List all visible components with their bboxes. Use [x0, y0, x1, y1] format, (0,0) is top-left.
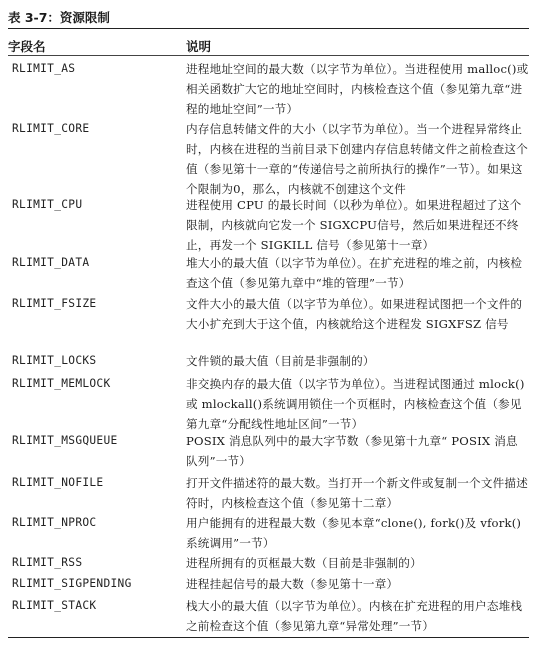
field-description: 文件锁的最大值（目前是非强制的） — [186, 354, 375, 368]
field-name: RLIMIT_NPROC — [12, 516, 97, 529]
field-name: RLIMIT_STACK — [12, 599, 97, 612]
field-description: 内存信息转储文件的大小（以字节为单位）。当一个进程异常终止时，内核在进程的当前目录下创建内存信息转储文件之前检查这个值（参见第十一章的“传递信号之前所执行的操作”一节）。如果这个限制为0，那么，内核就不创建这个文件 — [186, 122, 529, 196]
field-name: RLIMIT_LOCKS — [12, 354, 97, 367]
field-name: RLIMIT_MEMLOCK — [12, 377, 111, 390]
top-rule — [8, 28, 529, 29]
field-name: RLIMIT_DATA — [12, 256, 90, 269]
bottom-rule — [8, 637, 529, 638]
field-description: 栈大小的最大值（以字节为单位）。内核在扩充进程的用户态堆栈之前检查这个值（参见第九章“异常处理”一节） — [186, 599, 523, 633]
field-description: 文件大小的最大值（以字节为单位）。如果进程试图把一个文件的大小扩充到大于这个值，内核就给这个进程发 SIGXFSZ 信号 — [186, 297, 523, 331]
field-name: RLIMIT_RSS — [12, 556, 83, 569]
field-description: 进程使用 CPU 的最长时间（以秒为单位）。如果进程超过了这个限制，内核就向它发一个 SIGXCPU信号，然后如果进程还不终止，再发一个 SIGKILL 信号（参见第十一章） — [186, 198, 522, 252]
field-description: POSIX 消息队列中的最大字节数（参见第十九章“ POSIX 消息队列”一节） — [186, 434, 518, 468]
field-description: 进程挂起信号的最大数（参见第十一章） — [186, 577, 399, 591]
field-name: RLIMIT_SIGPENDING — [12, 577, 132, 590]
field-name: RLIMIT_CPU — [12, 198, 83, 211]
field-name: RLIMIT_MSGQUEUE — [12, 434, 118, 447]
field-name: RLIMIT_AS — [12, 62, 76, 75]
field-description: 打开文件描述符的最大数。当打开一个新文件或复制一个文件描述符时，内核检查这个值（参见第十二章） — [186, 476, 529, 510]
header-rule — [8, 55, 529, 56]
field-description: 堆大小的最大值（以字节为单位）。在扩充进程的堆之前，内核检查这个值（参见第九章中“堆的管理”一节） — [186, 256, 523, 290]
field-description: 进程所拥有的页框最大数（目前是非强制的） — [186, 556, 422, 570]
field-description: 非交换内存的最大值（以字节为单位）。当进程试图通过 mlock()或 mlockall()系统调用锁住一个页框时，内核检查这个值（参见第九章“分配线性地址区间”一节） — [186, 377, 525, 431]
field-description: 用户能拥有的进程最大数（参见本章“clone(), fork()及 vfork() 系统调用”一节） — [186, 516, 522, 550]
field-name: RLIMIT_CORE — [12, 122, 90, 135]
table-title: 表 3-7：资源限制 — [8, 10, 110, 25]
header-description: 说明 — [186, 39, 212, 54]
field-name: RLIMIT_FSIZE — [12, 297, 97, 310]
header-field-name: 字段名 — [8, 39, 46, 54]
field-name: RLIMIT_NOFILE — [12, 476, 104, 489]
field-description: 进程地址空间的最大数（以字节为单位）。当进程使用 malloc()或相关函数扩大它的地址空间时，内核检查这个值（参见第九章“进程的地址空间”一节） — [186, 62, 529, 116]
